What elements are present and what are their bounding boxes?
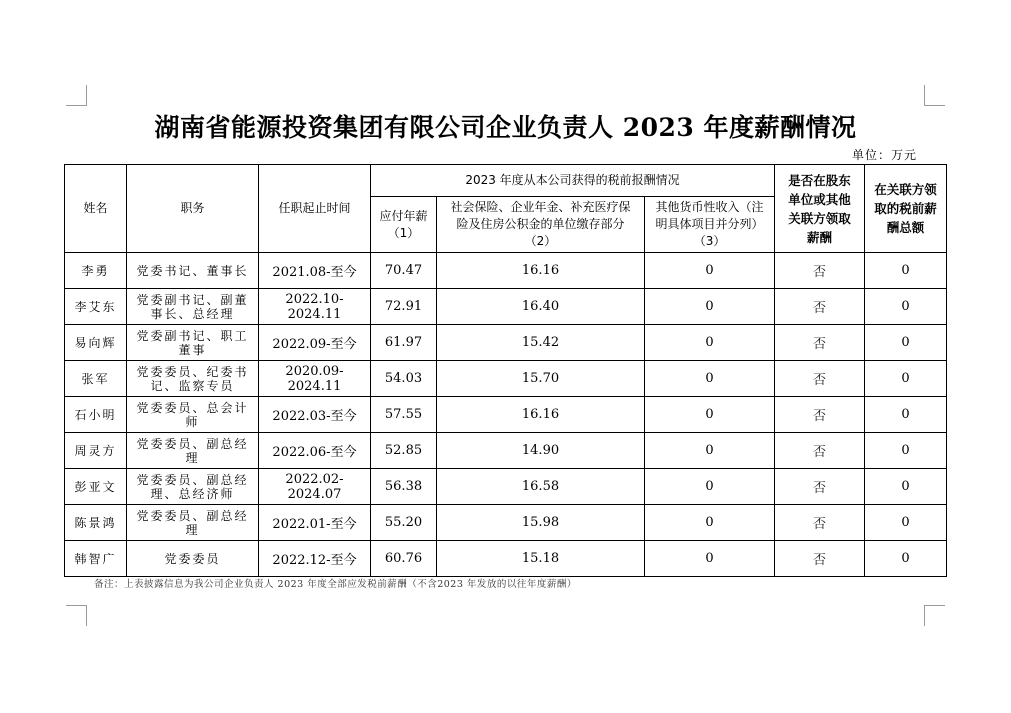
cell-position: 党委书记、董事长	[127, 253, 259, 289]
cell-insurance: 16.58	[437, 469, 645, 505]
cell-other: 0	[645, 361, 775, 397]
table-row	[65, 253, 947, 289]
table-row	[65, 505, 947, 541]
cell-name: 陈景鸿	[65, 505, 127, 541]
cell-related-total: 0	[865, 289, 947, 325]
table-row	[65, 397, 947, 433]
cell-position: 党委委员	[127, 541, 259, 577]
cell-salary: 52.85	[371, 433, 437, 469]
cell-tenure: 2020.09-2024.11	[259, 361, 371, 397]
crop-mark-bottom-right	[924, 605, 945, 626]
crop-mark-top-left	[66, 85, 87, 106]
crop-mark-bottom-left	[66, 605, 87, 626]
cell-other: 0	[645, 505, 775, 541]
header-insurance-index: （2）	[524, 234, 557, 248]
cell-name: 彭亚文	[65, 469, 127, 505]
cell-insurance: 16.16	[437, 397, 645, 433]
cell-related: 否	[775, 505, 865, 541]
cell-salary: 54.03	[371, 361, 437, 397]
cell-salary: 55.20	[371, 505, 437, 541]
cell-related: 否	[775, 541, 865, 577]
header-position: 职务	[127, 165, 259, 253]
cell-salary: 70.47	[371, 253, 437, 289]
header-related: 是否在股东单位或其他关联方领取薪酬	[775, 165, 865, 253]
cell-position: 党委委员、总会计师	[127, 397, 259, 433]
document-title: 湖南省能源投资集团有限公司企业负责人 2023 年度薪酬情况	[154, 113, 857, 142]
cell-related-total: 0	[865, 397, 947, 433]
footnote: 备注：上表披露信息为我公司企业负责人 2023 年度全部应发税前薪酬（不含2023 年发放的以往年度薪酬）	[94, 579, 577, 590]
cell-salary: 72.91	[371, 289, 437, 325]
cell-other: 0	[645, 289, 775, 325]
cell-related: 否	[775, 253, 865, 289]
cell-position: 党委副书记、副董事长、总经理	[127, 289, 259, 325]
table-row	[65, 469, 947, 505]
cell-other: 0	[645, 325, 775, 361]
header-salary-label: 应付年薪	[379, 208, 428, 223]
cell-other: 0	[645, 541, 775, 577]
cell-position: 党委委员、副总经理	[127, 505, 259, 541]
cell-related: 否	[775, 433, 865, 469]
cell-salary: 60.76	[371, 541, 437, 577]
crop-mark-top-right	[924, 85, 945, 106]
cell-insurance: 15.42	[437, 325, 645, 361]
cell-tenure: 2022.03-至今	[259, 397, 371, 433]
table-row	[65, 289, 947, 325]
cell-salary: 61.97	[371, 325, 437, 361]
cell-related-total: 0	[865, 361, 947, 397]
cell-related-total: 0	[865, 433, 947, 469]
header-insurance-label: 社会保险、企业年金、补充医疗保险及住房公积金的单位缴存部分	[450, 200, 631, 231]
cell-related: 否	[775, 325, 865, 361]
cell-other: 0	[645, 253, 775, 289]
salary-table	[64, 164, 947, 577]
cell-name: 周灵方	[65, 433, 127, 469]
cell-related: 否	[775, 361, 865, 397]
cell-name: 韩智广	[65, 541, 127, 577]
header-salary-index: （1）	[387, 225, 420, 240]
cell-tenure: 2021.08-至今	[259, 253, 371, 289]
table-row	[65, 541, 947, 577]
header-group: 2023 年度从本公司获得的税前报酬情况	[371, 165, 775, 197]
cell-insurance: 15.18	[437, 541, 645, 577]
unit-label: 单位：万元	[852, 148, 918, 162]
header-salary	[371, 197, 437, 253]
cell-position: 党委委员、副总经理、总经济师	[127, 469, 259, 505]
cell-position: 党委委员、纪委书记、监察专员	[127, 361, 259, 397]
cell-related-total: 0	[865, 253, 947, 289]
cell-name: 易向辉	[65, 325, 127, 361]
cell-other: 0	[645, 397, 775, 433]
header-related-total: 在关联方领取的税前薪酬总额	[865, 165, 947, 253]
cell-related-total: 0	[865, 541, 947, 577]
cell-name: 李勇	[65, 253, 127, 289]
cell-tenure: 2022.02-2024.07	[259, 469, 371, 505]
cell-tenure: 2022.01-至今	[259, 505, 371, 541]
cell-related-total: 0	[865, 469, 947, 505]
cell-tenure: 2022.10-2024.11	[259, 289, 371, 325]
cell-position: 党委委员、副总经理	[127, 433, 259, 469]
table-row	[65, 325, 947, 361]
cell-position: 党委副书记、职工董事	[127, 325, 259, 361]
cell-tenure: 2022.06-至今	[259, 433, 371, 469]
cell-name: 李艾东	[65, 289, 127, 325]
header-other	[645, 197, 775, 253]
cell-salary: 57.55	[371, 397, 437, 433]
cell-related: 否	[775, 469, 865, 505]
header-name: 姓名	[65, 165, 127, 253]
cell-other: 0	[645, 469, 775, 505]
header-other-label: 其他货币性收入（注明具体项目并分列）	[655, 200, 764, 231]
cell-insurance: 16.40	[437, 289, 645, 325]
header-other-index: （3）	[693, 234, 726, 248]
cell-insurance: 14.90	[437, 433, 645, 469]
cell-related: 否	[775, 397, 865, 433]
cell-insurance: 15.98	[437, 505, 645, 541]
cell-related-total: 0	[865, 505, 947, 541]
cell-tenure: 2022.12-至今	[259, 541, 371, 577]
cell-tenure: 2022.09-至今	[259, 325, 371, 361]
cell-name: 石小明	[65, 397, 127, 433]
header-insurance	[437, 197, 645, 253]
cell-insurance: 15.70	[437, 361, 645, 397]
cell-salary: 56.38	[371, 469, 437, 505]
cell-name: 张军	[65, 361, 127, 397]
table-row	[65, 433, 947, 469]
header-tenure: 任职起止时间	[259, 165, 371, 253]
cell-related-total: 0	[865, 325, 947, 361]
cell-insurance: 16.16	[437, 253, 645, 289]
table-row	[65, 361, 947, 397]
cell-related: 否	[775, 289, 865, 325]
cell-other: 0	[645, 433, 775, 469]
